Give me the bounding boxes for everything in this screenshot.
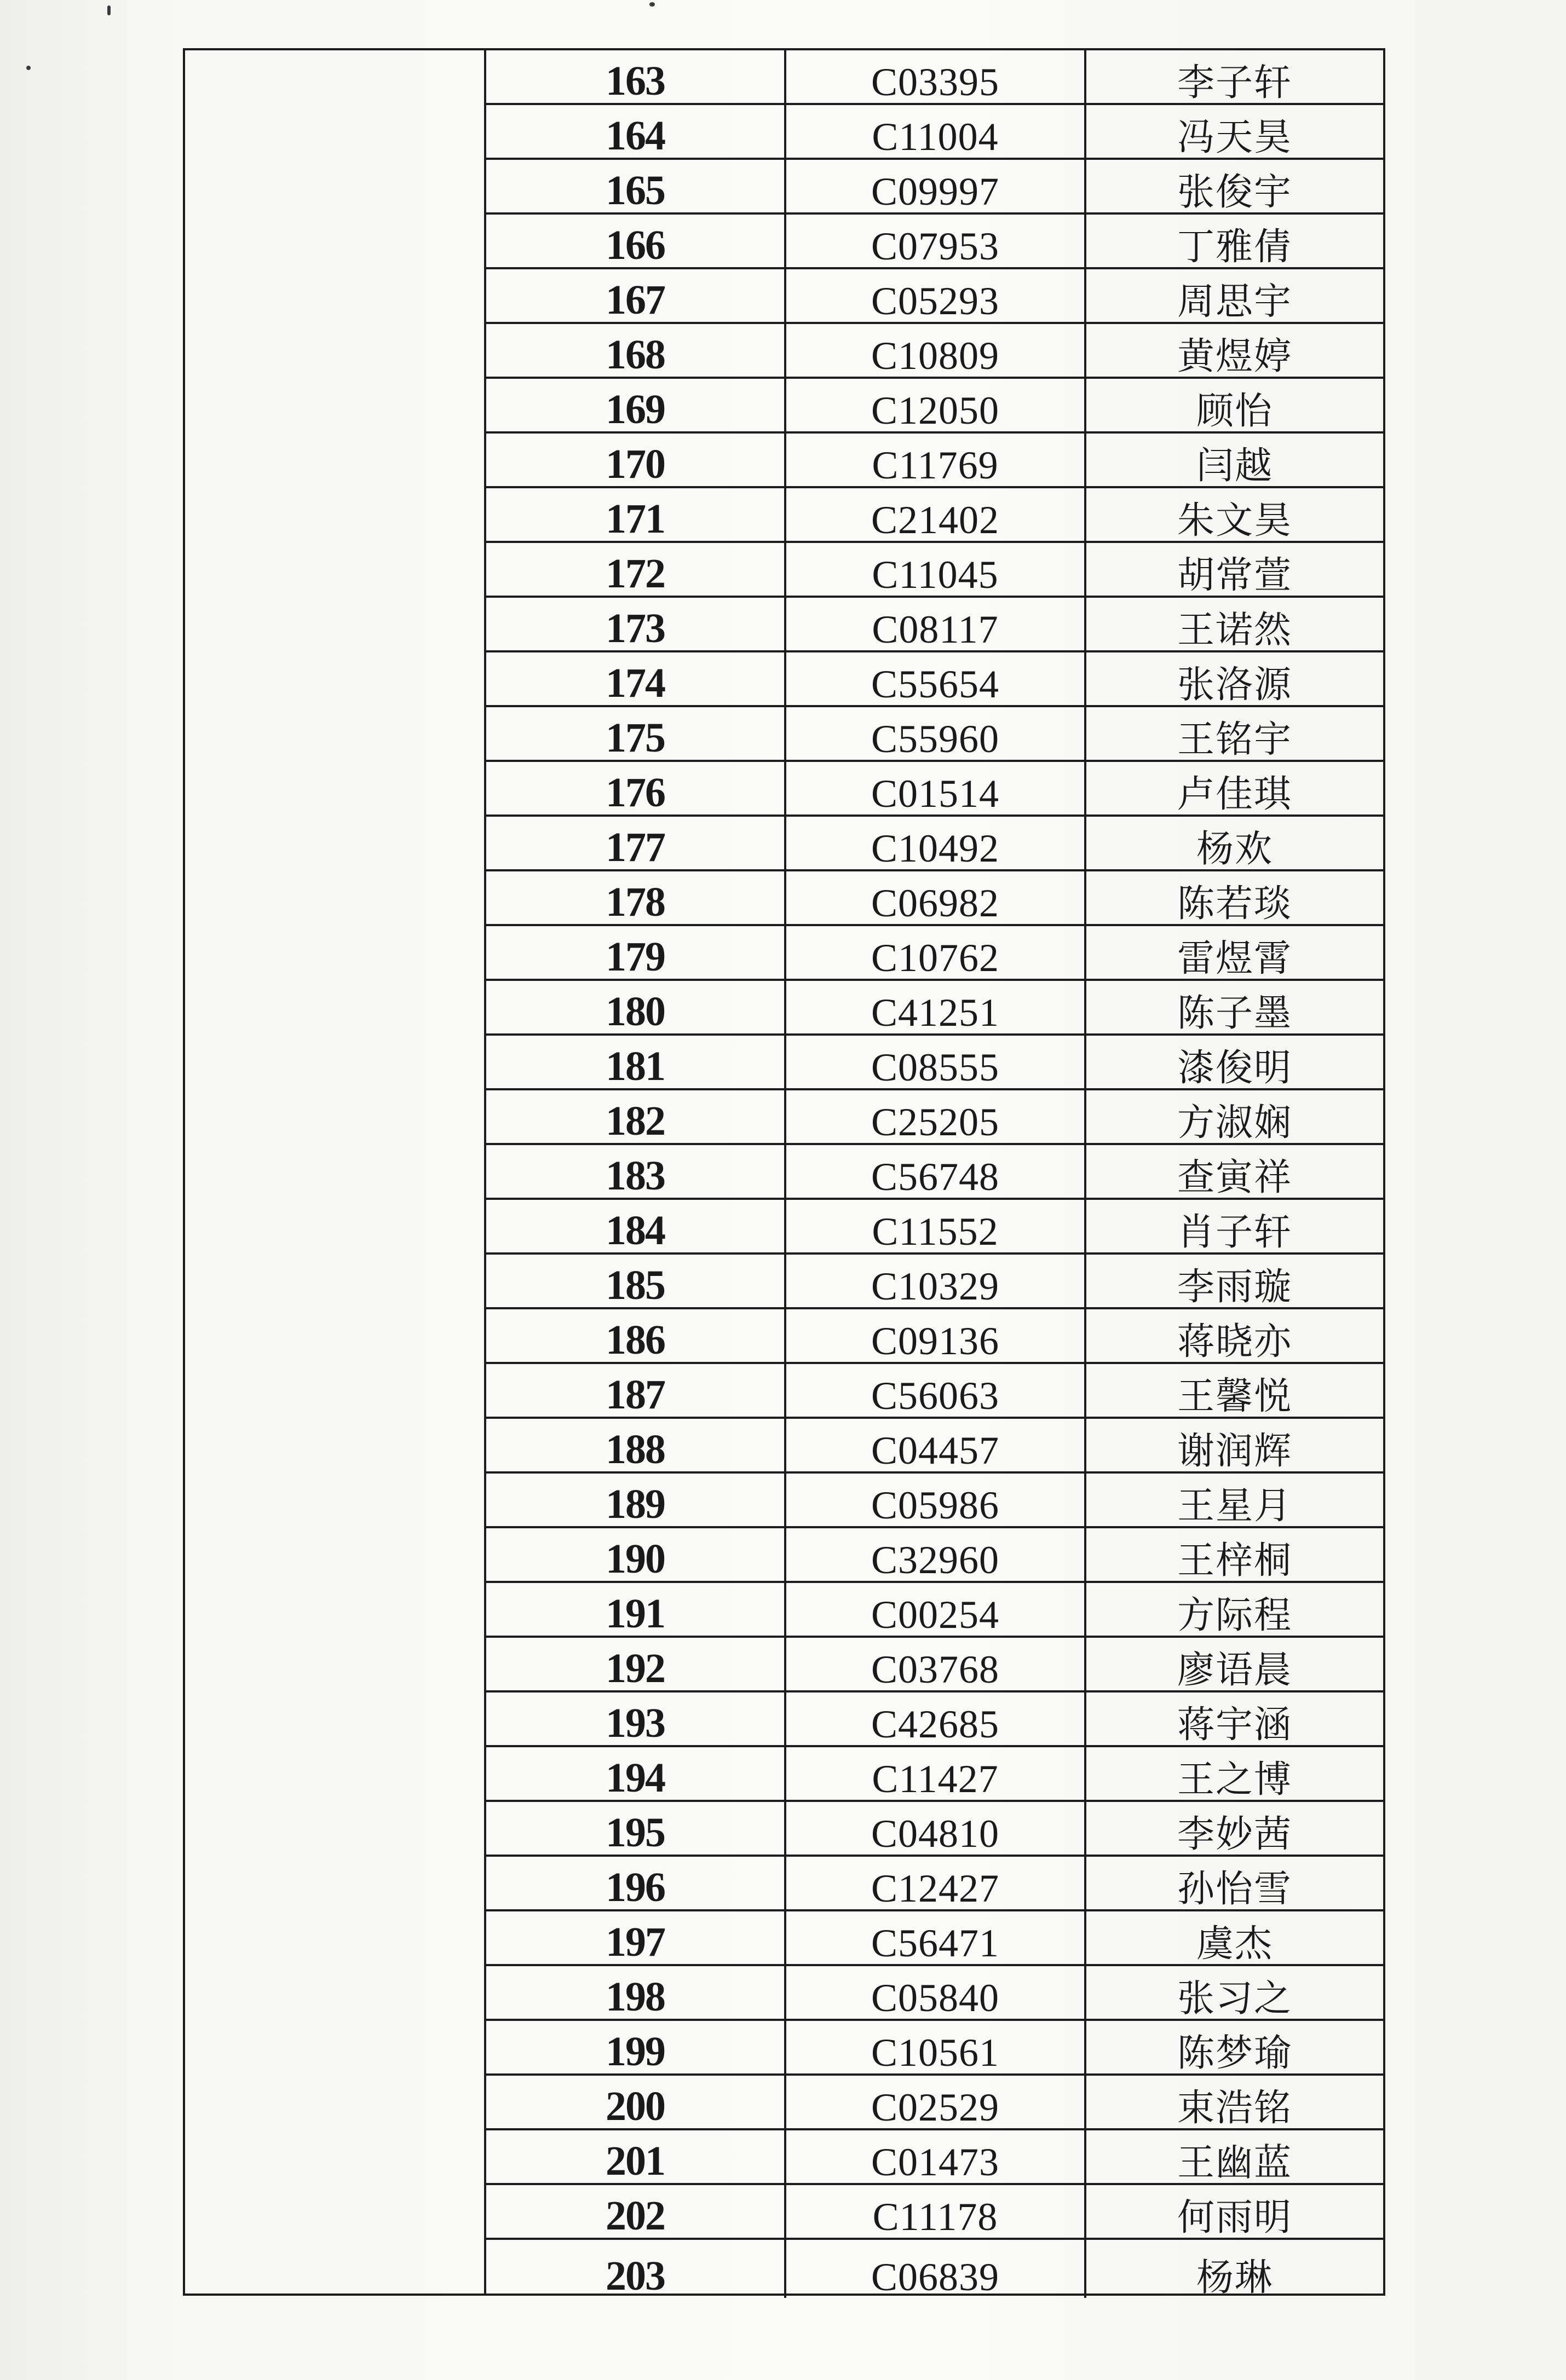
student-name-cell: 卢佳琪 [1177, 773, 1292, 816]
table-row [486, 160, 1383, 215]
student-code-cell: C11178 [786, 2185, 1086, 2238]
table-row [486, 1364, 1383, 1419]
row-index-cell: 185 [486, 1255, 786, 1307]
student-name-cell: 黄煜婷 [1177, 335, 1292, 378]
student-code-cell: C25205 [786, 1090, 1086, 1143]
student-code-cell: C11004 [786, 105, 1086, 158]
row-index-cell: 180 [486, 981, 786, 1033]
student-code-cell: C09136 [786, 1309, 1086, 1362]
student-code-cell: C55654 [786, 652, 1086, 705]
student-code-cell: C08555 [786, 1036, 1086, 1088]
student-code-cell: C00254 [786, 1583, 1086, 1636]
table-row [486, 1802, 1383, 1857]
student-code-cell: C11427 [786, 1747, 1086, 1800]
table-row [486, 1200, 1383, 1255]
table-row [486, 1528, 1383, 1583]
row-index-cell: 195 [486, 1802, 786, 1855]
student-code-cell: C32960 [786, 1528, 1086, 1581]
student-code-cell: C08117 [786, 598, 1086, 650]
table-row [486, 105, 1383, 160]
table-row [486, 488, 1383, 543]
table-row [486, 598, 1383, 652]
student-name-cell: 张洛源 [1177, 663, 1292, 707]
student-code-cell: C42685 [786, 1692, 1086, 1745]
student-name-cell: 王星月 [1177, 1484, 1292, 1528]
student-name-cell: 何雨明 [1177, 2196, 1292, 2239]
student-name-cell: 周思宇 [1177, 280, 1292, 324]
student-name-cell: 方淑娴 [1177, 1101, 1292, 1145]
row-index-cell: 196 [486, 1857, 786, 1909]
table-row [486, 707, 1383, 762]
row-index-cell: 177 [486, 817, 786, 869]
student-name-cell: 王诺然 [1177, 609, 1292, 652]
table-row [486, 434, 1383, 488]
student-code-cell: C05293 [786, 269, 1086, 322]
student-code-cell: C04810 [786, 1802, 1086, 1855]
student-code-cell: C56063 [786, 1364, 1086, 1417]
student-name-cell: 杨琳 [1196, 2256, 1273, 2300]
student-code-cell: C10561 [786, 2021, 1086, 2073]
student-name-cell: 王幽蓝 [1177, 2141, 1292, 2185]
student-code-cell: C41251 [786, 981, 1086, 1033]
row-index-cell: 203 [486, 2240, 786, 2298]
student-code-cell: C10492 [786, 817, 1086, 869]
roster-rows [486, 50, 1383, 2300]
row-index-cell: 178 [486, 871, 786, 924]
student-code-cell: C56471 [786, 1911, 1086, 1964]
row-index-cell: 176 [486, 762, 786, 814]
student-name-cell: 谢润辉 [1177, 1430, 1292, 1473]
table-row [486, 1090, 1383, 1145]
table-row [486, 1255, 1383, 1309]
table-row [486, 1747, 1383, 1802]
row-index-cell: 174 [486, 652, 786, 705]
student-code-cell: C12427 [786, 1857, 1086, 1909]
table-row [486, 1419, 1383, 1474]
merged-group-column [185, 50, 486, 2294]
row-index-cell: 188 [486, 1419, 786, 1471]
row-index-cell: 175 [486, 707, 786, 760]
table-row [486, 762, 1383, 817]
row-index-cell: 198 [486, 1966, 786, 2019]
table-row [486, 1145, 1383, 1200]
row-index-cell: 201 [486, 2130, 786, 2183]
student-name-cell: 丁雅倩 [1177, 226, 1292, 269]
student-name-cell: 胡常萱 [1177, 554, 1292, 597]
table-row [486, 2021, 1383, 2076]
student-code-cell: C10329 [786, 1255, 1086, 1307]
row-index-cell: 197 [486, 1911, 786, 1964]
scan-speck [107, 5, 111, 15]
row-index-cell: 171 [486, 488, 786, 541]
table-row [486, 324, 1383, 379]
student-code-cell: C10809 [786, 324, 1086, 377]
student-code-cell: C07953 [786, 215, 1086, 267]
row-index-cell: 202 [486, 2185, 786, 2238]
student-name-cell: 陈若琰 [1177, 882, 1292, 926]
row-index-cell: 179 [486, 926, 786, 979]
student-name-cell: 张习之 [1177, 1977, 1292, 2020]
row-index-cell: 199 [486, 2021, 786, 2073]
student-code-cell: C01473 [786, 2130, 1086, 2183]
row-index-cell: 190 [486, 1528, 786, 1581]
row-index-cell: 192 [486, 1638, 786, 1690]
student-name-cell: 方际程 [1177, 1594, 1292, 1637]
student-name-cell: 查寅祥 [1177, 1156, 1292, 1199]
student-code-cell: C03768 [786, 1638, 1086, 1690]
table-row [486, 981, 1383, 1036]
row-index-cell: 182 [486, 1090, 786, 1143]
table-row [486, 269, 1383, 324]
student-name-cell: 闫越 [1196, 444, 1273, 488]
row-index-cell: 173 [486, 598, 786, 650]
row-index-cell: 191 [486, 1583, 786, 1636]
table-row [486, 2130, 1383, 2185]
student-code-cell: C06982 [786, 871, 1086, 924]
table-row [486, 50, 1383, 105]
table-row [486, 1583, 1383, 1638]
student-name-cell: 陈子墨 [1177, 992, 1292, 1035]
row-index-cell: 168 [486, 324, 786, 377]
row-index-cell: 170 [486, 434, 786, 486]
student-name-cell: 蒋宇涵 [1177, 1703, 1292, 1747]
table-row [486, 543, 1383, 598]
student-name-cell: 王馨悦 [1177, 1375, 1292, 1418]
table-row [486, 926, 1383, 981]
row-index-cell: 164 [486, 105, 786, 158]
table-row [486, 1474, 1383, 1528]
student-name-cell: 杨欢 [1196, 828, 1273, 871]
student-name-cell: 肖子轩 [1177, 1211, 1292, 1254]
student-name-cell: 朱文昊 [1177, 499, 1292, 542]
student-code-cell: C01514 [786, 762, 1086, 814]
table-row [486, 1966, 1383, 2021]
table-row [486, 1638, 1383, 1692]
student-name-cell: 陈梦瑜 [1177, 2032, 1292, 2075]
table-row [486, 2240, 1383, 2298]
student-name-cell: 李妙茜 [1177, 1813, 1292, 1856]
student-code-cell: C03395 [786, 50, 1086, 103]
row-index-cell: 181 [486, 1036, 786, 1088]
table-row [486, 1911, 1383, 1966]
student-code-cell: C05840 [786, 1966, 1086, 2019]
student-code-cell: C55960 [786, 707, 1086, 760]
student-code-cell: C11552 [786, 1200, 1086, 1252]
student-code-cell: C11769 [786, 434, 1086, 486]
row-index-cell: 163 [486, 50, 786, 103]
row-index-cell: 183 [486, 1145, 786, 1198]
row-index-cell: 167 [486, 269, 786, 322]
student-name-cell: 顾怡 [1196, 390, 1273, 433]
student-name-cell: 漆俊明 [1177, 1047, 1292, 1090]
table-row [486, 2076, 1383, 2130]
table-row [486, 817, 1383, 871]
table-row [486, 1692, 1383, 1747]
student-name-cell: 孙怡雪 [1177, 1868, 1292, 1911]
table-row [486, 1309, 1383, 1364]
roster-table [183, 48, 1385, 2300]
row-index-cell: 166 [486, 215, 786, 267]
student-name-cell: 廖语晨 [1177, 1649, 1292, 1692]
row-index-cell: 169 [486, 379, 786, 431]
student-name-cell: 束浩铭 [1177, 2087, 1292, 2130]
scan-speck [26, 66, 31, 70]
table-row [486, 2185, 1383, 2240]
row-index-cell: 187 [486, 1364, 786, 1417]
row-index-cell: 165 [486, 160, 786, 212]
table-row [486, 871, 1383, 926]
table-row [486, 1036, 1383, 1090]
student-name-cell: 王之博 [1177, 1758, 1292, 1801]
student-name-cell: 李雨璇 [1177, 1266, 1292, 1309]
student-name-cell: 李子轩 [1177, 61, 1292, 105]
student-code-cell: C12050 [786, 379, 1086, 431]
student-name-cell: 蒋晓亦 [1177, 1320, 1292, 1364]
student-code-cell: C04457 [786, 1419, 1086, 1471]
student-code-cell: C21402 [786, 488, 1086, 541]
table-row [486, 379, 1383, 434]
table-row [486, 1857, 1383, 1911]
student-code-cell: C02529 [786, 2076, 1086, 2128]
row-index-cell: 184 [486, 1200, 786, 1252]
student-name-cell: 王梓桐 [1177, 1539, 1292, 1582]
table-row [486, 652, 1383, 707]
row-index-cell: 200 [486, 2076, 786, 2128]
student-code-cell: C11045 [786, 543, 1086, 596]
student-name-cell: 冯天昊 [1177, 116, 1292, 159]
row-index-cell: 186 [486, 1309, 786, 1362]
student-name-cell: 王铭宇 [1177, 718, 1292, 761]
table-row [486, 215, 1383, 269]
scan-speck [649, 2, 655, 7]
student-code-cell: C09997 [786, 160, 1086, 212]
student-name-cell: 张俊宇 [1177, 171, 1292, 214]
student-code-cell: C06839 [786, 2240, 1086, 2298]
row-index-cell: 193 [486, 1692, 786, 1745]
student-code-cell: C56748 [786, 1145, 1086, 1198]
student-code-cell: C10762 [786, 926, 1086, 979]
row-index-cell: 194 [486, 1747, 786, 1800]
student-name-cell: 虞杰 [1196, 1922, 1273, 1966]
student-code-cell: C05986 [786, 1474, 1086, 1526]
row-index-cell: 172 [486, 543, 786, 596]
row-index-cell: 189 [486, 1474, 786, 1526]
student-name-cell: 雷煜霄 [1177, 937, 1292, 980]
